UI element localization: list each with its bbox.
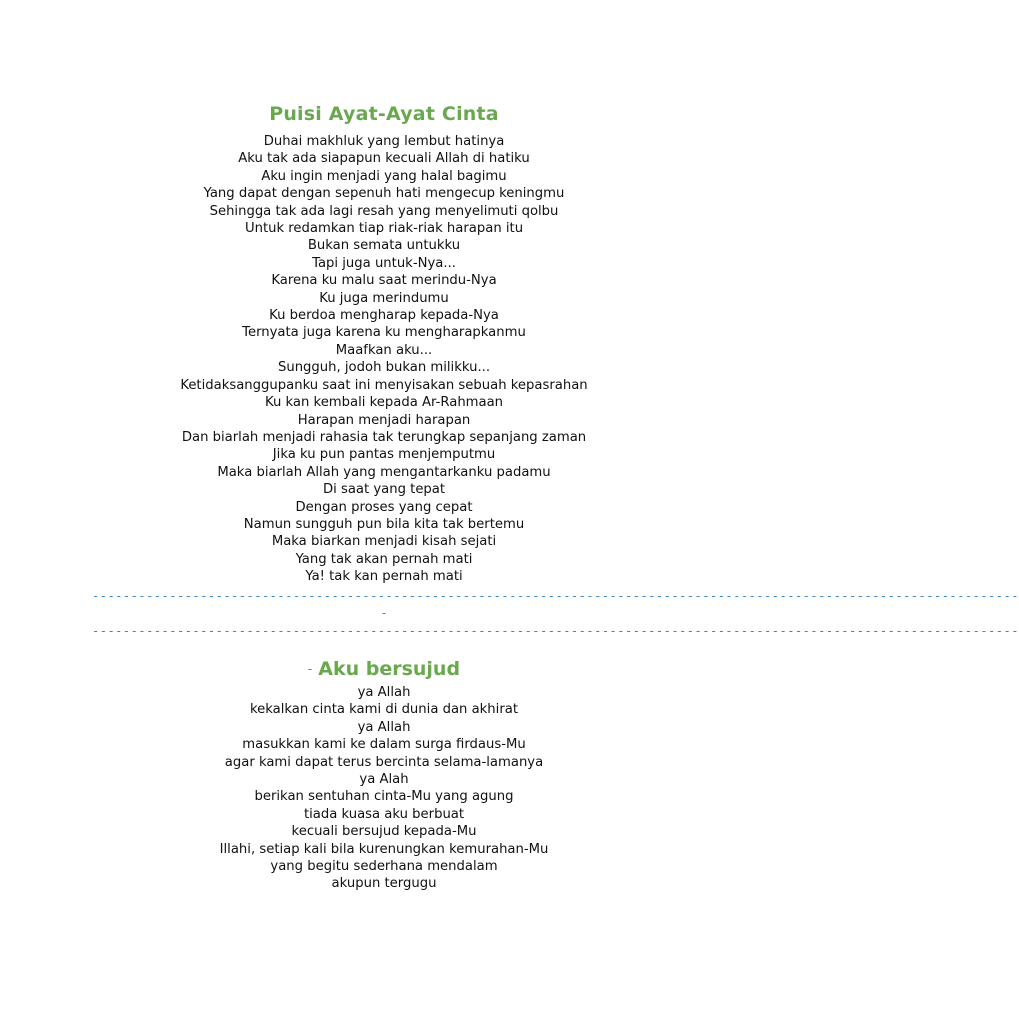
poem-line: ya Allah (357, 719, 411, 735)
poem-line: Untuk redamkan tiap riak-riak harapan itu (244, 221, 524, 237)
poem-line: kekalkan cinta kami di dunia dan akhirat (249, 702, 519, 718)
poem-body (0, 684, 768, 893)
poem-title (0, 658, 768, 680)
poem-line: Ku juga merindumu (319, 290, 449, 306)
poem-line: Aku ingin menjadi yang halal bagimu (261, 168, 507, 184)
poem-line: ya Allah (357, 685, 411, 700)
poem-line: Maka biarlah Allah yang mengantarkanku padamu (217, 464, 551, 480)
separator-dash: - (381, 606, 387, 620)
poem-line: Namun sungguh pun bila kita tak bertemu (243, 516, 525, 532)
poem-line: kecuali bersujud kepada-Mu (291, 824, 477, 840)
poem-line: Tapi juga untuk-Nya... (312, 255, 456, 271)
poem-line: Ketidaksanggupanku saat ini menyisakan sebuah kepasrahan (180, 377, 588, 393)
poem-line: yang begitu sederhana mendalam (270, 859, 498, 875)
poem-line: Ku berdoa mengharap kepada-Nya (269, 308, 499, 324)
poem-line: Yang dapat dengan sepenuh hati mengecup keningmu (203, 186, 565, 202)
poem-line: Sehingga tak ada lagi resah yang menyelimuti qolbu (209, 203, 559, 219)
poem-title: Puisi Ayat-Ayat Cinta (269, 102, 499, 125)
poem-line: Harapan menjadi harapan (297, 412, 471, 428)
dashed-separator: ------------------------------------------------------------------------------------------------------------------------ (92, 624, 1019, 638)
title-prefix: - (307, 662, 313, 677)
poem-line: akupun tergugu (331, 876, 437, 892)
poem-title-text: Aku bersujud (318, 657, 461, 680)
poem-line: berikan sentuhan cinta-Mu yang agung (254, 789, 514, 805)
poem-line: Aku tak ada siapapun kecuali Allah di hatiku (238, 151, 530, 167)
poem-line: Duhai makhluk yang lembut hatinya (263, 134, 505, 149)
poem-line: Karena ku malu saat merindu-Nya (271, 273, 497, 289)
poem-line: Dengan proses yang cepat (295, 499, 473, 515)
poem-line: Maafkan aku... (335, 342, 433, 358)
poem-line: ya Alah (359, 772, 409, 788)
poem-line: Jika ku pun pantas menjemputmu (272, 447, 496, 463)
poem-line: tiada kuasa aku berbuat (303, 806, 465, 822)
poem-line: masukkan kami ke dalam surga firdaus-Mu (242, 737, 526, 753)
poem-body (0, 133, 768, 586)
poem-line: Sungguh, jodoh bukan milikku... (277, 360, 491, 376)
poem-line: agar kami dapat terus bercinta selama-lamanya (224, 754, 544, 770)
poem-line: Yang tak akan pernah mati (295, 551, 473, 567)
poem-line: Illahi, setiap kali bila kurenungkan kemurahan-Mu (219, 841, 549, 857)
poem-line: Ku kan kembali kepada Ar-Rahmaan (264, 395, 504, 411)
poem-line: Ya! tak kan pernah mati (305, 569, 463, 585)
poem-line: Maka biarkan menjadi kisah sejati (271, 534, 497, 550)
poem-line: Bukan semata untukku (307, 238, 461, 254)
dashed-separator: ------------------------------------------------------------------------------------------------------------------------ (92, 589, 1019, 603)
poem-line: Di saat yang tepat (322, 482, 446, 498)
poem-line: Dan biarlah menjadi rahasia tak terungkap sepanjang zaman (181, 429, 587, 445)
poem-line: Ternyata juga karena ku mengharapkanmu (242, 325, 526, 341)
